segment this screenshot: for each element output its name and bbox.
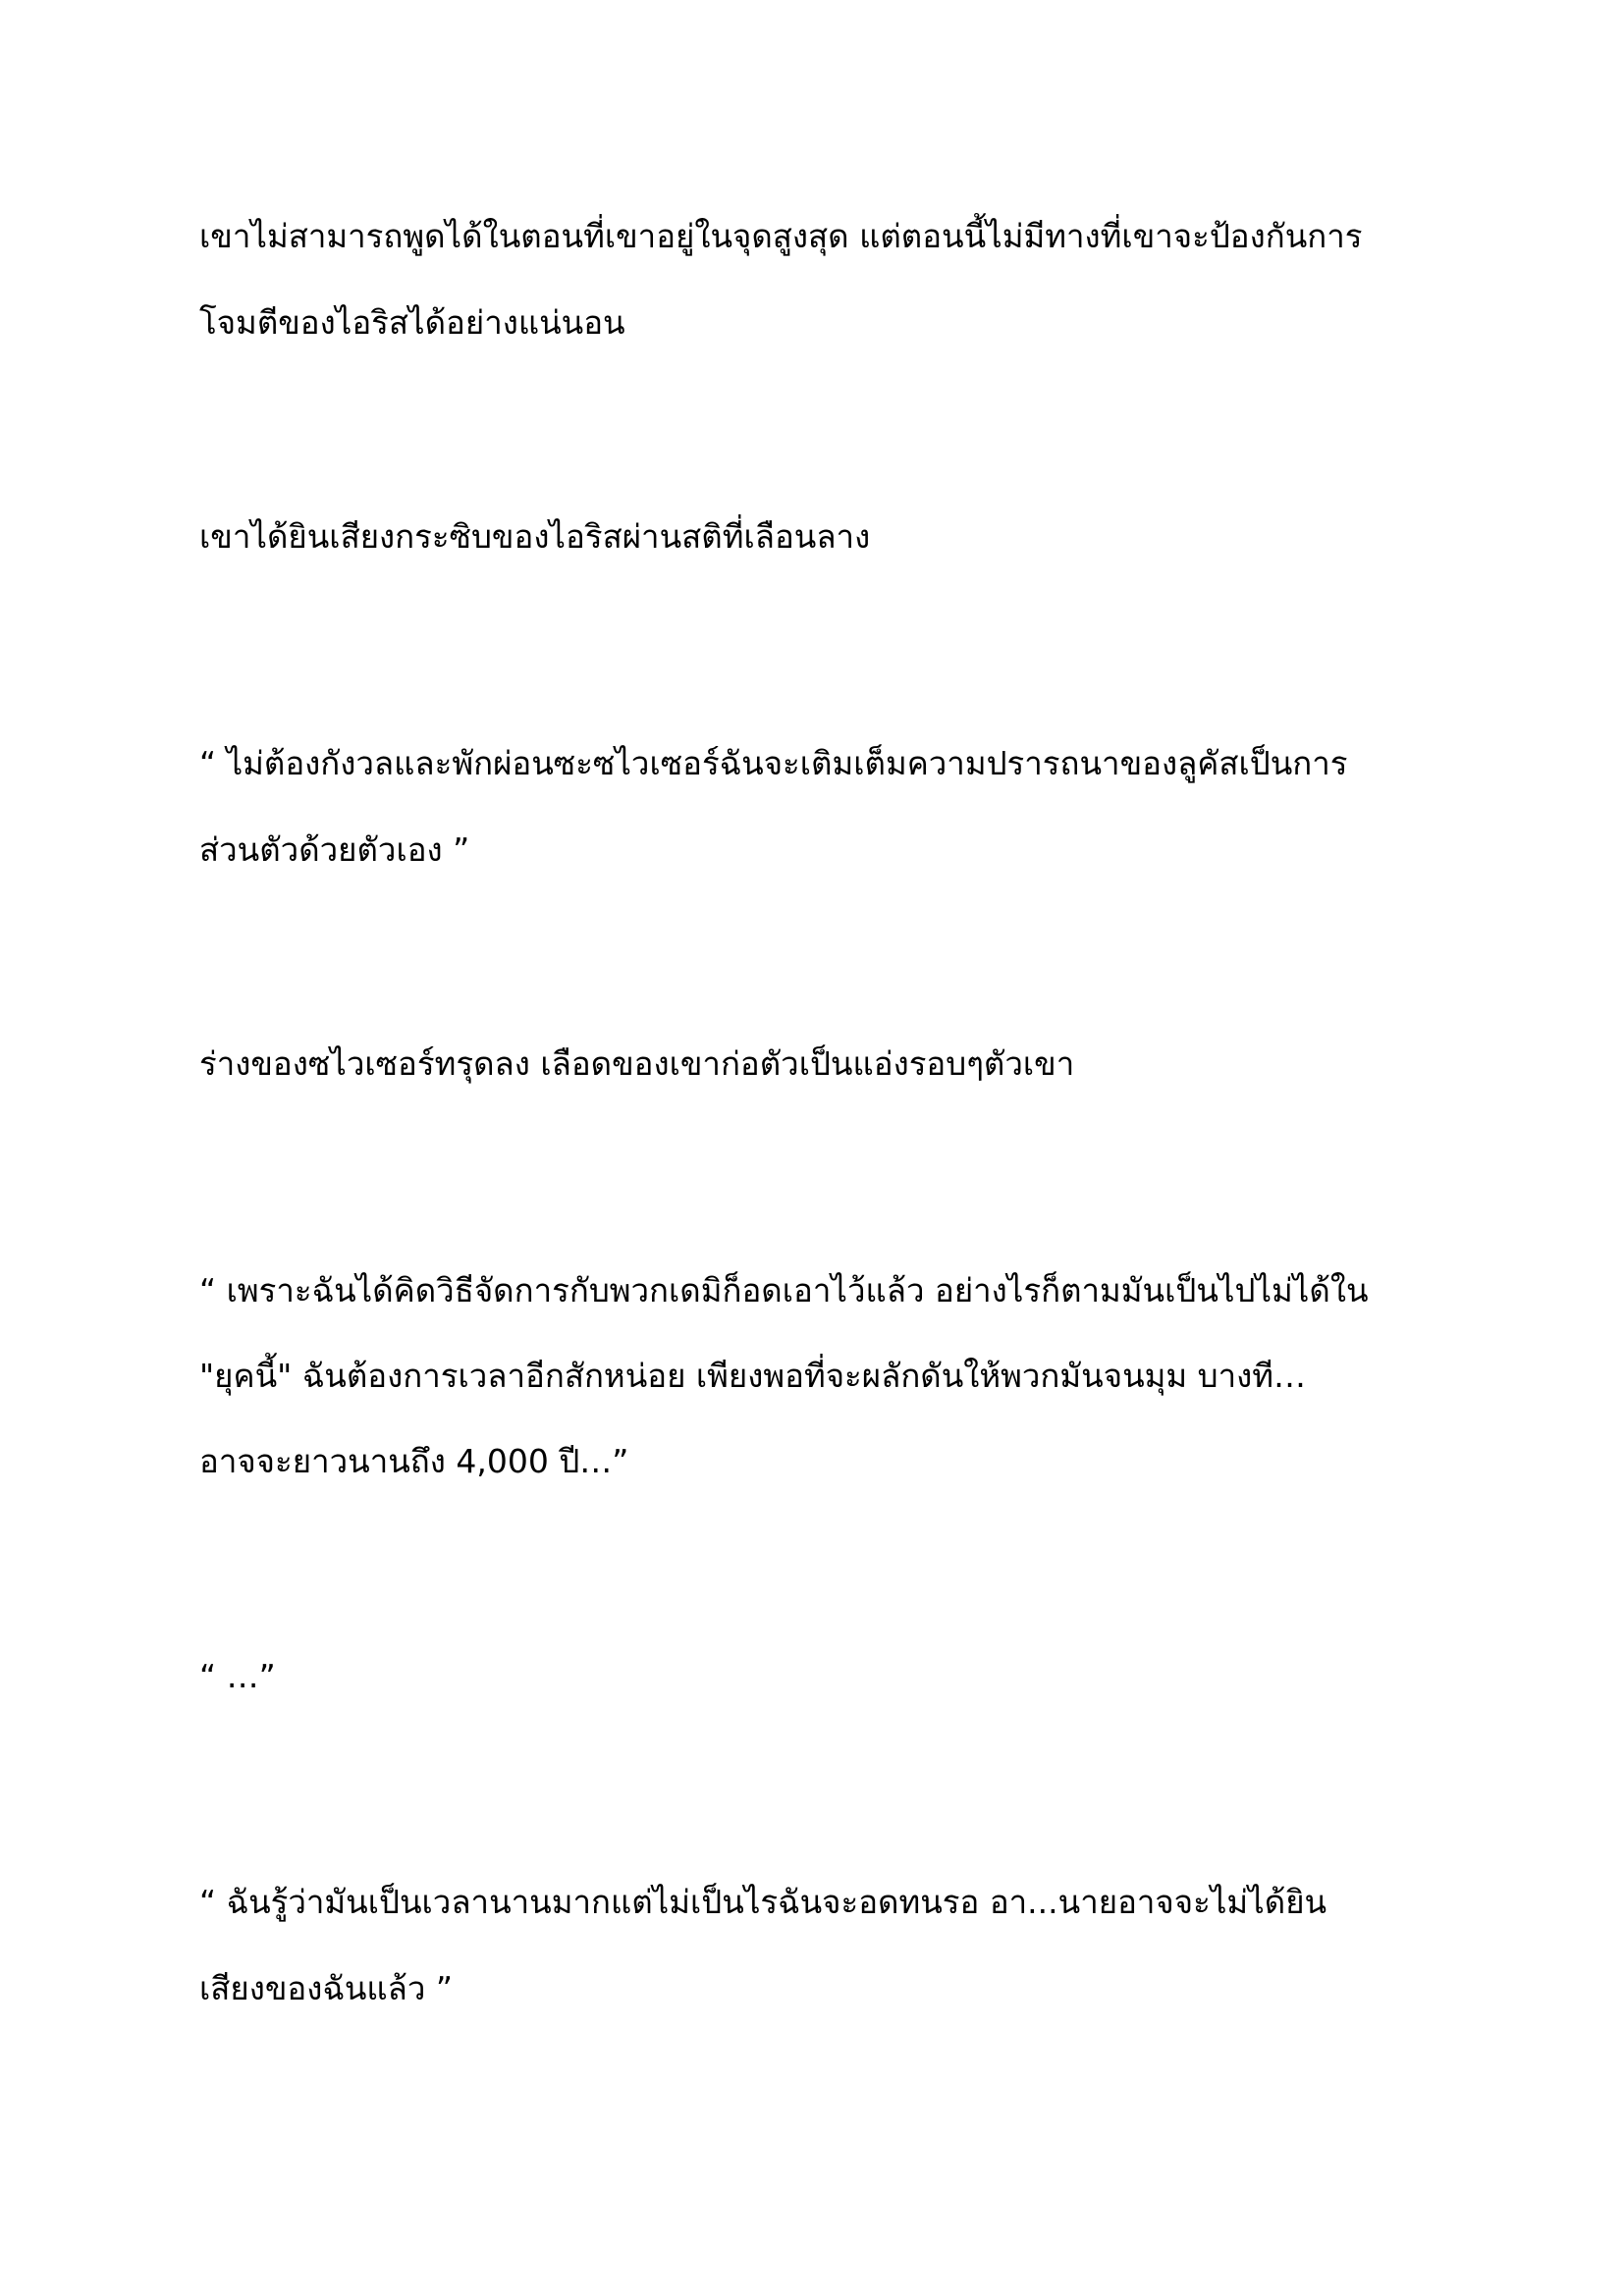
- paragraph-3-line-2: ส่วนตัวด้วยตัวเอง ”: [199, 830, 470, 869]
- paragraph-3-line-1: “ ไม่ต้องกังวลและพักผ่อนซะซไวเซอร์ฉันจะเติมเต็มความปรารถนาของลูคัสเป็นการ: [199, 744, 1348, 782]
- paragraph-5-line-3: อาจจะยาวนานถึง 4,000 ปี…”: [199, 1442, 629, 1480]
- paragraph-1-line-2: โจมตีของไอริสได้อย่างแน่นอน: [199, 303, 625, 342]
- paragraph-5-line-2: "ยุคนี้" ฉันต้องการเวลาอีกสักหน่อย เพียงพอที่จะผลักดันให้พวกมันจนมุม บางที…: [199, 1357, 1306, 1395]
- paragraph-6-line-1: “ …”: [199, 1657, 276, 1695]
- paragraph-7-line-1: “ ฉันรู้ว่ามันเป็นเวลานานมากแต่ไม่เป็นไรฉันจะอดทนรอ อา...นายอาจจะไม่ได้ยิน: [199, 1883, 1327, 1921]
- paragraph-4-line-1: ร่างของซไวเซอร์ทรุดลง เลือดของเขาก่อตัวเป็นแอ่งรอบๆตัวเขา: [199, 1044, 1075, 1083]
- paragraph-5-line-1: “ เพราะฉันได้คิดวิธีจัดการกับพวกเดมิก็อดเอาไว้แล้ว อย่างไรก็ตามมันเป็นไปไม่ได้ใน: [199, 1271, 1369, 1309]
- paragraph-7-line-2: เสียงของฉันแล้ว ”: [199, 1969, 454, 2007]
- paragraph-1-line-1: เขาไม่สามารถพูดได้ในตอนที่เขาอยู่ในจุดสูงสุด แต่ตอนนี้ไม่มีทางที่เขาจะป้องกันการ: [199, 217, 1363, 255]
- paragraph-2-line-1: เขาได้ยินเสียงกระซิบของไอริสผ่านสติที่เลือนลาง: [199, 517, 871, 556]
